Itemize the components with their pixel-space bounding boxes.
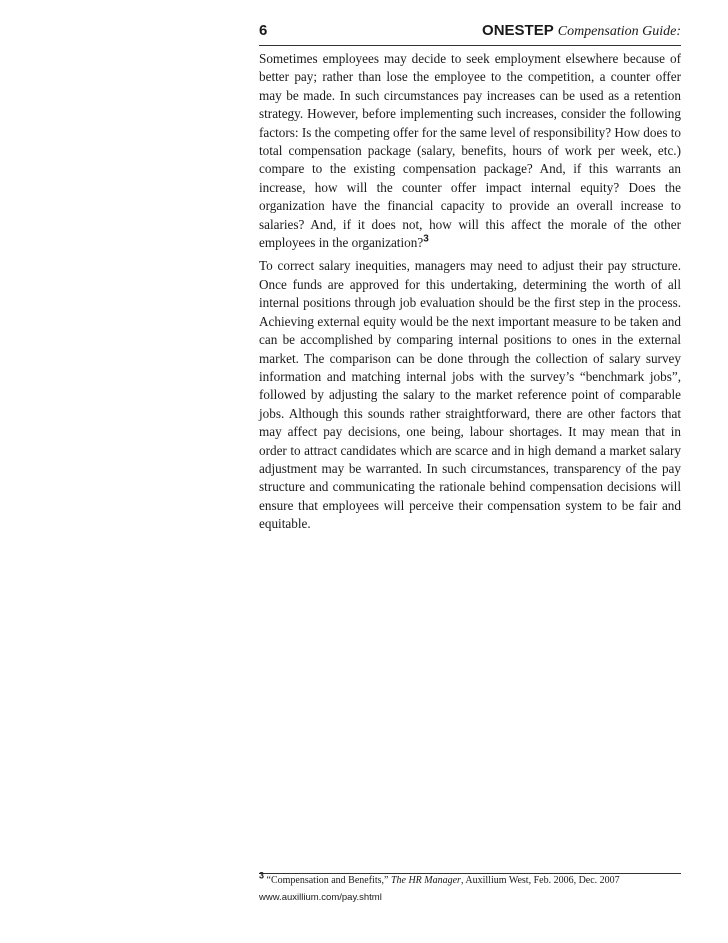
footnote-url: www.auxillium.com/pay.shtml [259, 892, 382, 903]
guide-title: Compensation Guide: [557, 24, 681, 39]
footnote-reference: 3 [423, 233, 429, 245]
paragraph-text: Sometimes employees may decide to seek employment elsewhere because of better pay; rather than lose the employee to the competition, a counter offer may be made. In such circumstances pay increases can be used as a retention strategy. However, before implementing such increases, consider the following factors: Is the competing offer for the same level of responsibility? How does to total compensation package (salary, benefits, hours of work per week, etc.) compare to the existing compensation package? And, if this warrants an increase, how will the counter offer impact internal equity? Does the organization have the financial capacity to provide an overall increase to salaries? And, if it does not, how will this affect the morale of the other employees in the organization? [259, 51, 682, 251]
header-rule [259, 45, 681, 46]
footnote [259, 870, 689, 887]
footnote-number: 3 [259, 870, 265, 881]
footnote-text: , Auxillium West, Feb. 2006, Dec. 2007 [460, 875, 620, 886]
footnote-text: “Compensation and Benefits,” [264, 875, 391, 886]
page-header [259, 22, 681, 46]
page-number: 6 [259, 22, 268, 39]
paragraph-text: To correct salary inequities, managers may need to adjust their pay structure. Once funds are approved for this undertaking, determining the worth of all internal positions through job evaluation should be the first step in the process. Achieving external equity would be the next important measure to be taken and can be accomplished by comparing internal positions to ones in the external market. The comparison can be done through the collection of salary survey information and matching internal jobs with the survey’s “benchmark jobs”, followed by adjusting the salary to the market reference point of comparable jobs. Although this sounds rather straightforward, there are other factors that may affect pay decisions, one being, labour shortages. It may mean that in order to attract candidates which are scarce and in high demand a market salary adjustment may be warranted. In such circumstances, transparency of the pay structure and communicating the rationale behind compensation decisions will ensure that employees will perceive their compensation system to be fair and equitable. [259, 258, 681, 532]
brand-name: ONESTEP [482, 22, 554, 39]
running-title [482, 22, 681, 40]
paragraph [259, 50, 681, 252]
publication-title: The HR Manager [390, 875, 461, 886]
body-text [259, 50, 681, 534]
paragraph [259, 257, 681, 533]
